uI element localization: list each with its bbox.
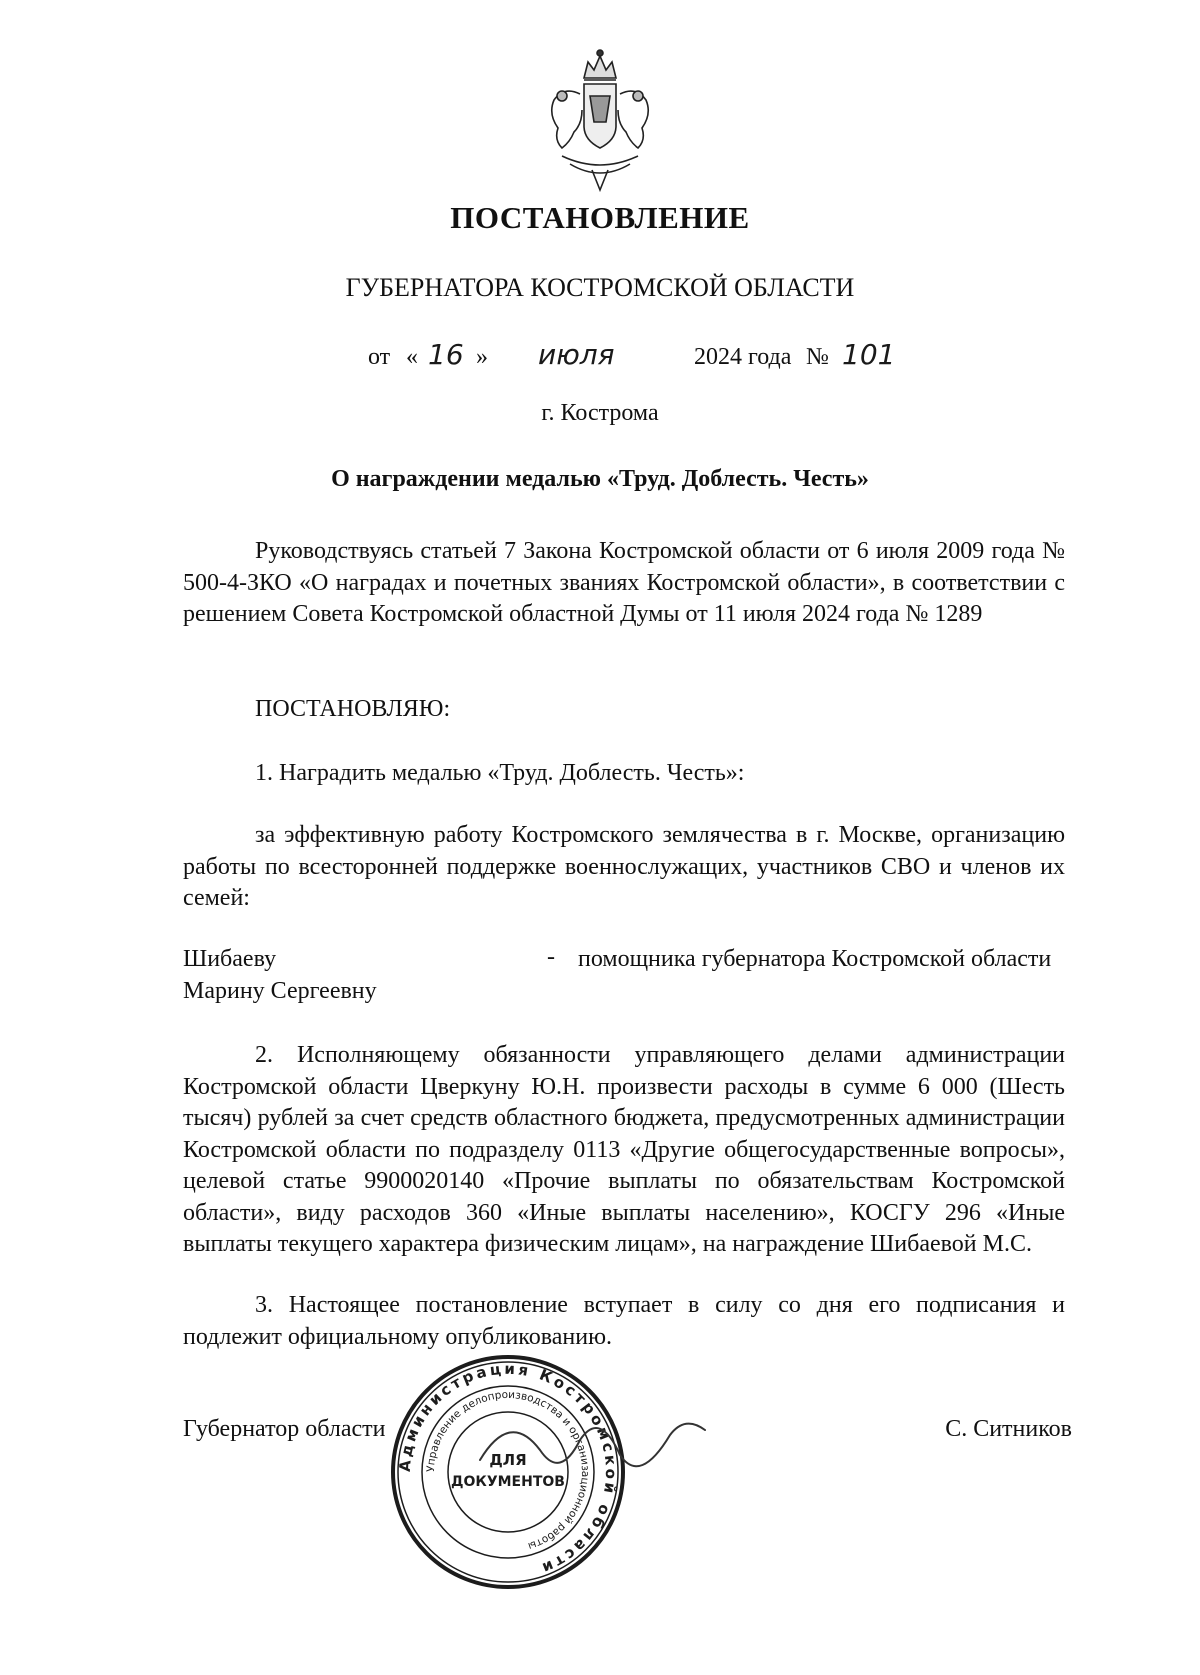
- awardee-position: помощника губернатора Костромской области: [578, 946, 1052, 972]
- handwritten-signature: [470, 1400, 730, 1490]
- date-line: [368, 340, 968, 380]
- date-quote-open: «: [406, 344, 418, 370]
- preamble-paragraph: Руководствуясь статьей 7 Закона Костромской области от 6 июля 2009 года № 500-4-ЗКО «О наградах и почетных званиях Костромской области», в соответствии с решением Совета Костромской областной Думы от 11 июля 2024 года № 1289: [183, 538, 1065, 627]
- item-2: 2. Исполняющему обязанности управляющего делами администрации Костромской области Цверкуну Ю.Н. произвести расходы в сумме 6 000 (Шесть тысяч) рублей за счет средств областного бюджета, предусмотренных администрации Костромской области по подразделу 0113 «Другие общегосударственные вопросы», целевой статье 9900020140 «Прочие выплаты по обязательствам Костромской области», виду расходов 360 «Иные выплаты населению», КОСГУ 296 «Иные выплаты текущего характера физическим лицам», на награждение Шибаевой М.С.: [183, 1042, 1065, 1257]
- number-sign: №: [806, 344, 829, 370]
- stamp-ring-text: Администрация Костромской области: [395, 1359, 621, 1579]
- coat-of-arms-icon: [540, 44, 660, 194]
- date-day: 16: [428, 338, 464, 371]
- decree-word: ПОСТАНОВЛЯЮ:: [255, 696, 451, 722]
- item-1: 1. Наградить медалью «Труд. Доблесть. Честь»:: [255, 760, 745, 786]
- document-heading: О награждении медалью «Труд. Доблесть. Честь»: [331, 466, 869, 492]
- awardee-name: [183, 944, 543, 1007]
- awardee-dash: -: [547, 944, 555, 970]
- award-reason: за эффективную работу Костромского землячества в г. Москве, организацию работы по всесторонней поддержке военнослужащих, участников СВО и членов их семей:: [183, 822, 1065, 911]
- city: г. Кострома: [541, 400, 659, 426]
- item-3: 3. Настоящее постановление вступает в силу со дня его подписания и подлежит официальному опубликованию.: [183, 1292, 1065, 1350]
- date-year: 2024 года: [694, 344, 792, 370]
- awardee-surname: Шибаеву: [183, 946, 277, 972]
- stamp-center-line1: ДЛЯ: [489, 1451, 527, 1469]
- document-number: 101: [842, 338, 896, 371]
- awardee-given-names: Марину Сергеевну: [183, 977, 377, 1004]
- date-quote-close: »: [476, 344, 488, 370]
- stamp-center-line2: ДОКУМЕНТОВ: [451, 1474, 565, 1490]
- date-month: июля: [538, 338, 615, 371]
- document-title: ПОСТАНОВЛЕНИЕ: [450, 200, 750, 235]
- issuer-subtitle: ГУБЕРНАТОРА КОСТРОМСКОЙ ОБЛАСТИ: [345, 273, 855, 302]
- stamp-inner-ring-text: Управление делопроизводства и организационной работы: [424, 1388, 592, 1553]
- date-prefix: от: [368, 344, 391, 370]
- signer-title: Губернатор области: [183, 1416, 386, 1442]
- signer-name: С. Ситников: [945, 1416, 1072, 1442]
